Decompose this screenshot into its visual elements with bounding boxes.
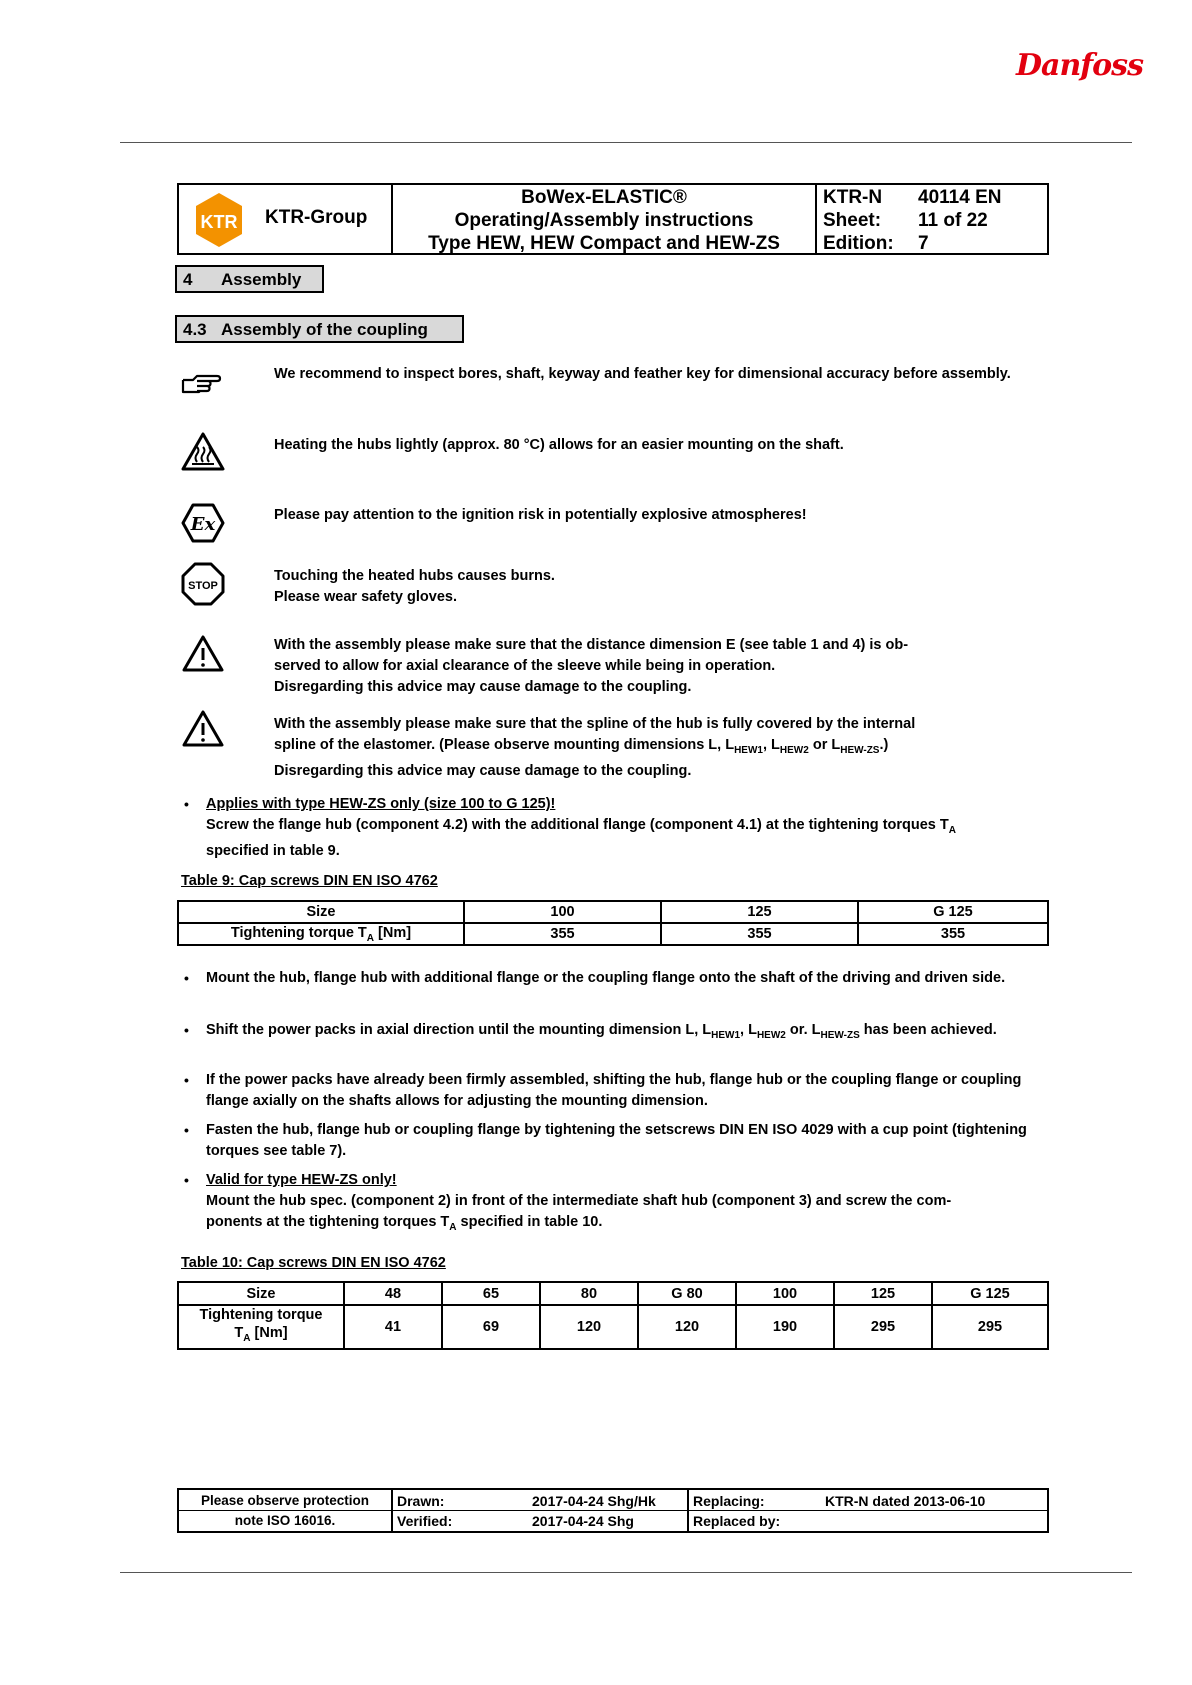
table10-size-cell: 100 <box>736 1282 834 1305</box>
footer-protection-line1: Please observe protection <box>200 1493 370 1508</box>
edition-value: 7 <box>918 233 929 254</box>
stop-icon <box>181 562 225 606</box>
table10-torque-label: Tightening torque $T_A$ [Nm] <box>178 1305 344 1349</box>
table9-size-cell: 125 <box>661 901 858 923</box>
footer-verified-label: Verified: <box>397 1513 453 1529</box>
bullet-marker: • <box>184 796 189 812</box>
doc-number-value: 40114 EN <box>918 187 1002 208</box>
bullet-adjust-dimension: If the power packs have already been firmly assembled, shifting the hub, flange hub or the coupling flange or coupling flange axially on the shafts allows for adjusting the mounting dimension. <box>206 1072 1022 1109</box>
note-spline-text <box>274 714 1044 782</box>
table9 <box>177 900 1049 946</box>
bullet-marker: • <box>184 1022 189 1038</box>
table10-torque-cell: 295 <box>834 1305 932 1349</box>
doc-number-label: KTR-N <box>823 187 883 208</box>
bullet-hew-zs-heading: Applies with type HEW-ZS only (size 100 to G 125)! <box>206 796 556 812</box>
document-header-table <box>177 183 1049 255</box>
sheet-label: Sheet: <box>823 210 882 231</box>
table10-size-cell: 125 <box>834 1282 932 1305</box>
table9-size-cell: 100 <box>464 901 661 923</box>
bottom-rule <box>120 1572 1132 1573</box>
hot-surface-warning-icon <box>181 432 225 472</box>
table10-size-cell: G 125 <box>932 1282 1048 1305</box>
table9-size-cell: G 125 <box>858 901 1048 923</box>
table10-torque-cell: 295 <box>932 1305 1048 1349</box>
note-ignition-text: Please pay attention to the ignition risk in potentially explosive atmospheres! <box>274 507 807 523</box>
footer-verified-value: 2017-04-24 Shg <box>532 1513 634 1529</box>
table10-size-cell: 65 <box>442 1282 540 1305</box>
top-rule <box>120 142 1132 143</box>
svg-text:Ex: Ex <box>190 514 216 535</box>
table9-size-label: Size <box>178 901 464 923</box>
subsection-title: Assembly of the coupling <box>221 320 428 339</box>
warning-triangle-icon <box>181 634 225 674</box>
table10-size-cell: G 80 <box>638 1282 736 1305</box>
table10 <box>177 1281 1049 1350</box>
note-spline-line3: Disregarding this advice may cause damage to the coupling. <box>274 762 692 779</box>
table10-size-cell: 80 <box>540 1282 638 1305</box>
footer-drawn-value: 2017-04-24 Shg/Hk <box>532 1493 656 1509</box>
note-distance-line1: With the assembly please make sure that the distance dimension E (see table 1 and 4) is ob- <box>274 637 909 653</box>
table10-torque-cell: 41 <box>344 1305 442 1349</box>
subsection-heading <box>175 315 464 343</box>
danfoss-logo-text: Danfoss <box>1016 48 1143 83</box>
bullet-marker: • <box>184 1172 189 1188</box>
footer-drawn-label: Drawn: <box>397 1493 445 1509</box>
table10-size-cell: 48 <box>344 1282 442 1305</box>
note-burns-line2: Please wear safety gloves. <box>274 589 457 605</box>
explosion-protection-icon <box>181 503 225 543</box>
svg-text:KTR: KTR <box>200 212 238 232</box>
subsection-number: 4.3 <box>183 320 207 339</box>
bullet-mount-hub: Mount the hub, flange hub with additional flange or the coupling flange onto the shaft of the driving and driven side. <box>206 970 1006 986</box>
footer-row-divider <box>179 1510 1047 1511</box>
table9-torque-cell: 355 <box>661 923 858 945</box>
bullet-fasten-setscrews: Fasten the hub, flange hub or coupling flange by tightening the setscrews DIN EN ISO 4029 with a cup point (tightening torques see table 7). <box>206 1122 1027 1159</box>
section-number: 4 <box>183 270 193 289</box>
bullet-hew-zs-valid-heading: Valid for type HEW-ZS only! <box>206 1172 397 1188</box>
document-type: Operating/Assembly instructions <box>454 210 754 231</box>
header-title-cell <box>393 185 817 253</box>
table10-torque-cell: 190 <box>736 1305 834 1349</box>
table10-size-label: Size <box>178 1282 344 1305</box>
product-name: BoWex-ELASTIC® <box>521 187 687 208</box>
bullet-shift-power-packs: Shift the power packs in axial direction until the mounting dimension L, $L_{HEW1}$, $L_{HEW2}$ or. $L_{HEW-ZS}$ has been achieved. <box>206 1022 997 1041</box>
table9-torque-cell: 355 <box>858 923 1048 945</box>
pointing-hand-icon <box>180 372 228 396</box>
company-name: KTR-Group <box>265 207 368 228</box>
edition-label: Edition: <box>823 233 894 254</box>
header-meta-cell <box>817 185 1047 253</box>
footer-replacing-label: Replacing: <box>693 1493 765 1509</box>
table9-torque-cell: 355 <box>464 923 661 945</box>
bullet-hew-zs-hub-spec: Valid for type HEW-ZS only! Mount the hub spec. (component 2) in front of the intermediate shaft hub (component 3) and screw the com- ponents at the tightening torques $T_A$ specified in table 10. <box>206 1172 952 1233</box>
note-burns-text <box>274 566 1044 608</box>
bullet-marker: • <box>184 1072 189 1088</box>
warning-triangle-icon <box>181 709 225 749</box>
bullet-hew-zs-flange: Applies with type HEW-ZS only (size 100 to G 125)! Screw the flange hub (component 4.2) with the additional flange (component 4.1) at the tightening torques $T_A$ specified in table 9. <box>206 796 956 859</box>
note-inspect-text: We recommend to inspect bores, shaft, keyway and feather key for dimensional accuracy before assembly. <box>274 366 1011 382</box>
note-spline-line1: With the assembly please make sure that the spline of the hub is fully covered by the internal <box>274 716 916 732</box>
note-distance-line3: Disregarding this advice may cause damage to the coupling. <box>274 679 692 695</box>
bullet-marker: • <box>184 1122 189 1138</box>
footer-replacing-value: KTR-N dated 2013-06-10 <box>825 1493 986 1509</box>
note-burns-line1: Touching the heated hubs causes burns. <box>274 568 555 584</box>
bullet-marker: • <box>184 970 189 986</box>
note-heating-text: Heating the hubs lightly (approx. 80 °C) allows for an easier mounting on the shaft. <box>274 437 844 453</box>
note-distance-text <box>274 635 1044 698</box>
product-types: Type HEW, HEW Compact and HEW-ZS <box>428 233 780 254</box>
table10-caption: Table 10: Cap screws DIN EN ISO 4762 <box>181 1255 446 1271</box>
section-title: Assembly <box>221 270 302 289</box>
sheet-value: 11 of 22 <box>918 210 988 231</box>
section-heading <box>175 265 324 293</box>
header-company-cell <box>179 185 393 253</box>
table10-torque-cell: 120 <box>638 1305 736 1349</box>
table10-torque-cell: 120 <box>540 1305 638 1349</box>
footer-protection-line2: note ISO 16016. <box>234 1513 336 1528</box>
ktr-logo-icon <box>191 192 247 248</box>
table10-torque-cell: 69 <box>442 1305 540 1349</box>
danfoss-logo <box>1016 48 1143 98</box>
table9-caption: Table 9: Cap screws DIN EN ISO 4762 <box>181 873 438 889</box>
note-spline-line2: spline of the elastomer. (Please observe mounting dimensions L, $L_{HEW1}$, $L_{HEW2}$ or $L_{HEW-ZS}$.) <box>274 737 889 756</box>
svg-text:STOP: STOP <box>188 580 218 592</box>
note-distance-line2: served to allow for axial clearance of the sleeve while being in operation. <box>274 658 776 674</box>
footer-replaced-by-label: Replaced by: <box>693 1513 781 1529</box>
table9-torque-label: Tightening torque $T_A$ [Nm] <box>178 923 464 945</box>
